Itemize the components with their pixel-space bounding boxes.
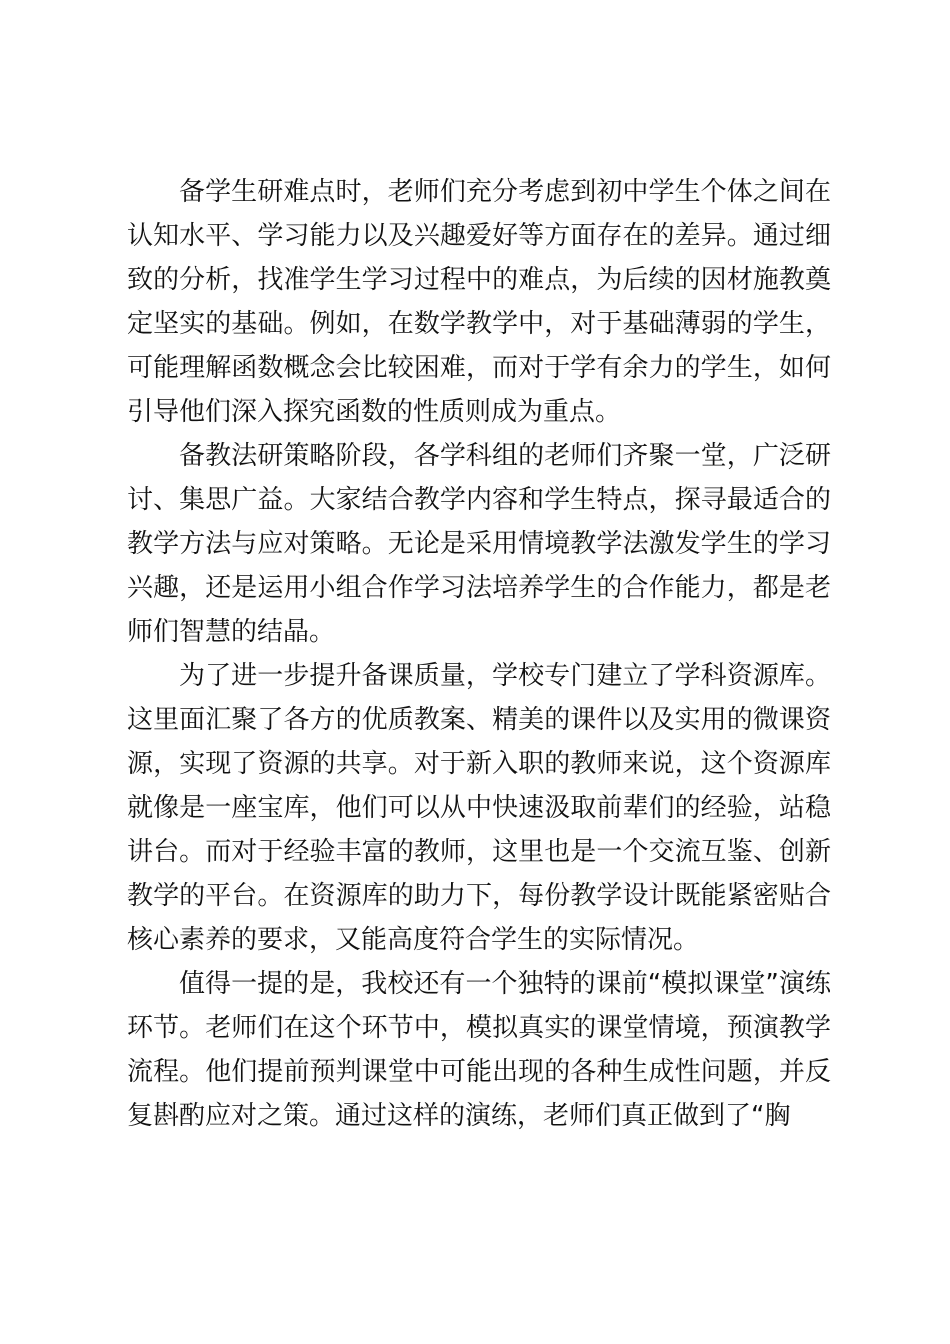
paragraph-3: 为了进一步提升备课质量，学校专门建立了学科资源库。这里面汇聚了各方的优质教案、精美的课件以及实用的微课资源，实现了资源的共享。对于新入职的教师来说，这个资源库就像是一座宝库，他们可以从中快速汲取前辈们的经验，站稳讲台。而对于经验丰富的教师，这里也是一个交流互鉴、创新教学的平台。在资源库的助力下，每份教学设计既能紧密贴合核心素养的要求，又能高度符合学生的实际情况。 bbox=[127, 661, 831, 955]
paragraph-1: 备学生研难点时，老师们充分考虑到初中学生个体之间在认知水平、学习能力以及兴趣爱好等方面存在的差异。通过细致的分析，找准学生学习过程中的难点，为后续的因材施教奠定坚实的基础。例如，在数学教学中，对于基础薄弱的学生，可能理解函数概念会比较困难，而对于学有余力的学生，如何引导他们深入探究函数的性质则成为重点。 bbox=[127, 177, 831, 427]
paragraph-2: 备教法研策略阶段，各学科组的老师们齐聚一堂，广泛研讨、集思广益。大家结合教学内容和学生特点，探寻最适合的教学方法与应对策略。无论是采用情境教学法激发学生的学习兴趣，还是运用小组合作学习法培养学生的合作能力，都是老师们智慧的结晶。 bbox=[127, 441, 831, 647]
paragraph-4: 值得一提的是，我校还有一个独特的课前“模拟课堂”演练环节。老师们在这个环节中，模拟真实的课堂情境，预演教学流程。他们提前预判课堂中可能出现的各种生成性问题，并反复斟酌应对之策。通过这样的演练，老师们真正做到了“胸 bbox=[127, 969, 831, 1131]
document-body bbox=[127, 170, 831, 1138]
